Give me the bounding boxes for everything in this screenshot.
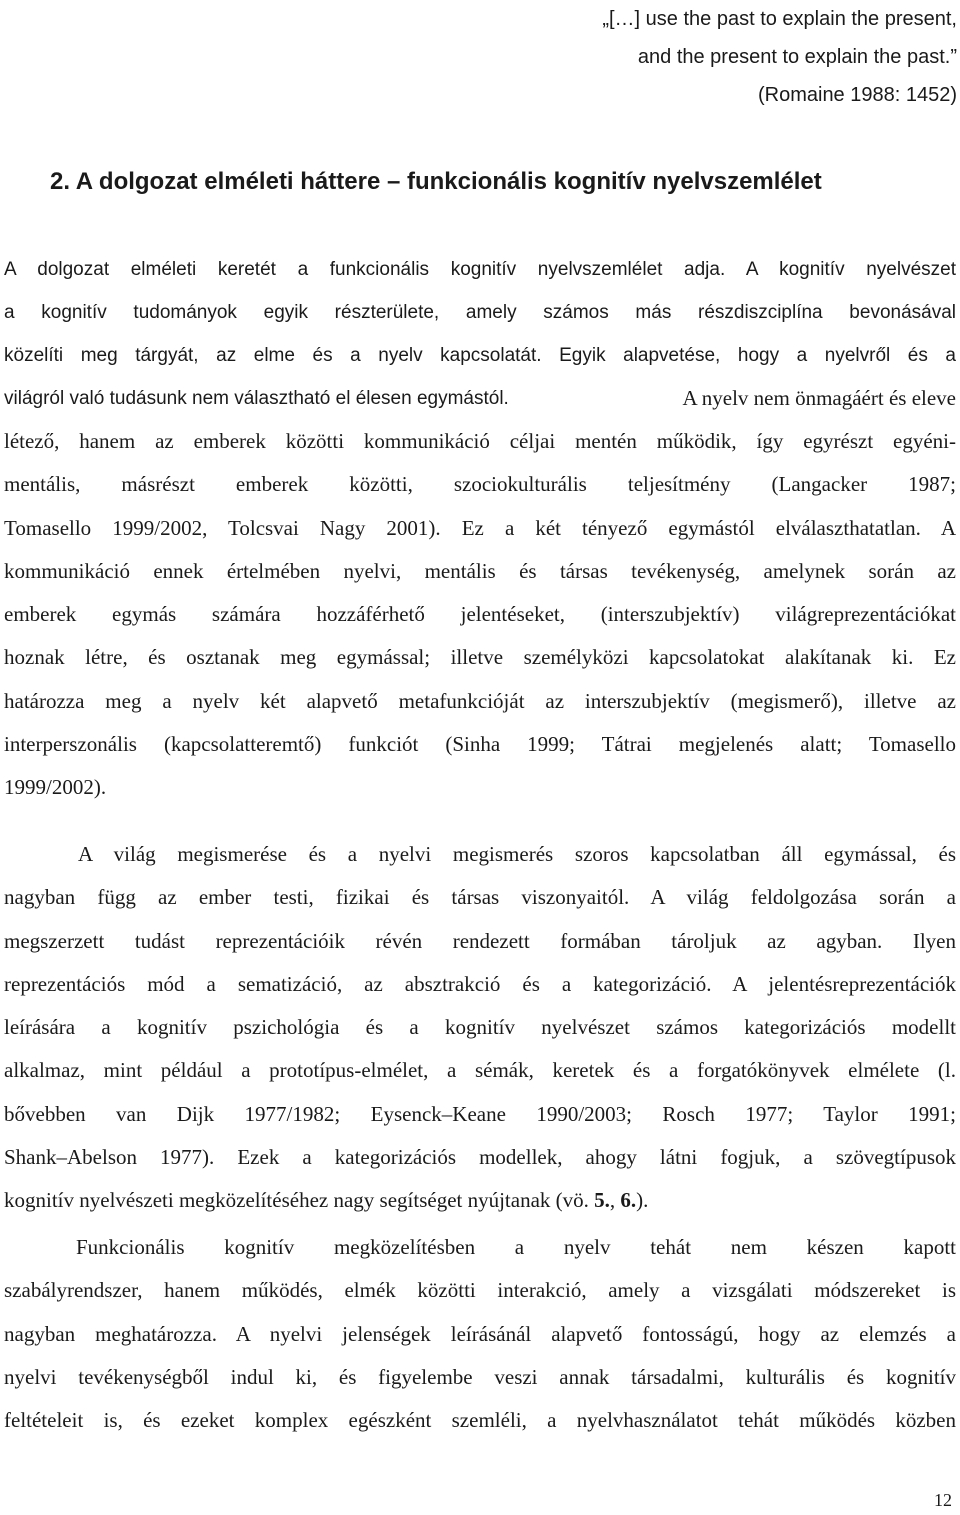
paragraph-line: határozza meg a nyelv két alapvető metafunkcióját az interszubjektív (megismerő), illetve az [4, 688, 956, 713]
epigraph-line-2: and the present to explain the past.” [637, 46, 957, 68]
paragraph-line: A világ megismerése és a nyelvi megismerés szoros kapcsolatban áll egymással, és [78, 842, 956, 866]
paragraph-line: nagyban függ az ember testi, fizikai és társas viszonyaitól. A világ feldolgozása során a [4, 885, 956, 910]
intro-line: A dolgozat elméleti keretét a funkcionális kognitív nyelvszemlélet adja. A kognitív nyelvészet [4, 259, 956, 280]
intro-paragraph [4, 248, 956, 420]
paragraph-line: szabályrendszer, hanem működés, elmék közötti interakció, amely a vizsgálati módszereket is [4, 1278, 956, 1303]
paragraph-line-with-refs [4, 1179, 956, 1222]
paragraph-line: létező, hanem az emberek közötti kommunikáció céljai mentén működik, így egyrészt egyéni- [4, 429, 956, 453]
intro-line: a kognitív tudományok egyik részterülete, amely számos más részdiszciplína bevonásával [4, 302, 956, 323]
paragraph-line: leírására a kognitív pszichológia és a kognitív nyelvészet számos kategorizációs modellt [4, 1015, 956, 1040]
paragraph-line: reprezentációs mód a sematizáció, az absztrakció és a kategorizáció. A jelentésreprezentációk [4, 971, 956, 996]
paragraph-line: Shank–Abelson 1977). Ezek a kategorizációs modellek, ahogy látni fogjuk, a szövegtípusok [4, 1145, 956, 1170]
ref-closing: ). [636, 1188, 649, 1213]
chapter-ref-5: 5. [594, 1188, 610, 1213]
paragraph-line: Funkcionális kognitív megközelítésben a nyelv tehát nem készen kapott [76, 1235, 956, 1259]
paragraph-line: megszerzett tudást reprezentációik révén rendezett formában tároljuk az agyban. Ilyen [4, 928, 956, 953]
intro-line-mixed [4, 377, 956, 420]
paragraph-line: bővebben van Dijk 1977/1982; Eysenck–Keane 1990/2003; Rosch 1977; Taylor 1991; [4, 1101, 956, 1126]
intro-line-serif: A nyelv nem önmagáért és eleve [682, 386, 956, 410]
paragraph-line: nagyban meghatározza. A nyelvi jelenségek leírásánál alapvető fontosságú, hogy az elemzés a [4, 1321, 956, 1346]
paragraph-line: hoznak létre, és osztanak meg egymással; illetve személyközi kapcsolatokat alakítanak ki. Ez [4, 645, 956, 670]
paragraph-line: kommunikáció ennek értelmében nyelvi, mentális és társas tevékenység, amelynek során az [4, 558, 956, 583]
epigraph-citation: (Romaine 1988: 1452) [757, 84, 957, 106]
epigraph [602, 0, 957, 114]
page-number: 12 [934, 1490, 952, 1510]
epigraph-line-1: „[…] use the past to explain the present, [602, 8, 957, 30]
paragraph-line: mentális, másrészt emberek közötti, szociokulturális teljesítmény (Langacker 1987; [4, 472, 956, 497]
paragraph-line: emberek egymás számára hozzáférhető jelentéseket, (interszubjektív) világreprezentációkat [4, 602, 956, 627]
section-heading: 2. A dolgozat elméleti háttere – funkcionális kognitív nyelvszemlélet [50, 168, 822, 195]
paragraph-line: Tomasello 1999/2002, Tolcsvai Nagy 2001). Ez a két tényező egymástól elválaszthatatlan. A [4, 515, 956, 540]
paragraph-line: interperszonális (kapcsolatteremtő) funkciót (Sinha 1999; Tátrai megjelenés alatt; Tomasello [4, 732, 956, 757]
intro-line-sans: világról való tudásunk nem választható el élesen egymástól. [4, 388, 509, 409]
intro-line: közelíti meg tárgyát, az elme és a nyelv kapcsolatát. Egyik alapvetése, hogy a nyelvről és a [4, 345, 956, 366]
paragraph-line: nyelvi tevékenységből indul ki, és figyelembe veszi annak társadalmi, kulturális és kognitív [4, 1364, 956, 1389]
ref-separator: , [609, 1188, 621, 1213]
paragraph-line: feltételeit is, és ezeket komplex egészként szemléli, a nyelvhasználatot tehát működés közben [4, 1408, 956, 1433]
paragraph-line: alkalmaz, mint például a prototípus-elmélet, a sémák, keretek és a forgatókönyvek elmélete (l. [4, 1058, 956, 1083]
paragraph-3 [4, 1226, 956, 1442]
paragraph-line-text: kognitív nyelvészeti megközelítéséhez nagy segítséget nyújtanak (vö. [4, 1188, 595, 1213]
paragraph-1 [4, 420, 956, 810]
chapter-ref-6: 6. [620, 1188, 637, 1213]
paragraph-line: 1999/2002). [4, 775, 107, 800]
paragraph-2 [4, 833, 956, 1223]
